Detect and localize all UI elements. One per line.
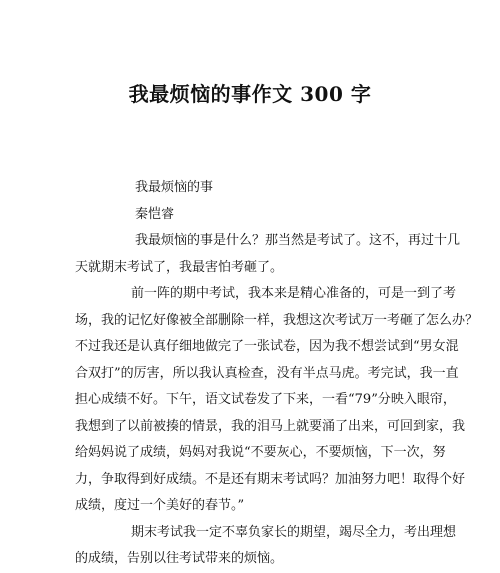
paragraph-line: 期末考试我一定不辜负家长的期望，竭尽全力，考出理想 bbox=[131, 524, 457, 540]
document-title: 我最烦恼的事作文 300 字 bbox=[128, 82, 372, 106]
paragraph-line: 担心成绩不好。下午，语文试卷发了下来，一看“79”分映入眼帘， bbox=[75, 392, 456, 407]
essay-author: 秦恺睿 bbox=[135, 206, 175, 222]
paragraph-line: 前一阵的期中考试，我本来是精心准备的，可是一到了考 bbox=[131, 286, 457, 301]
paragraph-line: 场，我的记忆好像被全部删除一样，我想这次考试万一考砸了怎么办？ bbox=[75, 312, 479, 328]
paragraph-line: 的成绩，告别以往考试带来的烦恼。 bbox=[75, 551, 284, 566]
paragraph-line: 给妈妈说了成绩，妈妈对我说“不要灰心，不要烦恼，下一次，努 bbox=[75, 445, 446, 460]
paragraph-line: 不过我还是认真仔细地做完了一张试卷，因为我不想尝试到“男女混 bbox=[75, 339, 459, 354]
essay-title: 我最烦恼的事 bbox=[135, 180, 214, 195]
paragraph-line: 成绩，度过一个美好的春节。” bbox=[75, 498, 245, 513]
paragraph-line: 我想到了以前被揍的情景，我的泪马上就要涌了出来，可回到家，我 bbox=[75, 418, 466, 434]
essay-body bbox=[75, 175, 479, 573]
paragraph-line: 合双打”的厉害，所以我认真检查，没有半点马虎。考完试，我一直 bbox=[75, 365, 459, 381]
paragraph-line: 天就期末考试了，我最害怕考砸了。 bbox=[75, 259, 284, 275]
paragraph-line: 我最烦恼的事是什么？那当然是考试了。这不，再过十几 bbox=[135, 233, 461, 248]
paragraph-line: 力，争取得到好成绩。不是还有期末考试吗？加油努力吧！取得个好 bbox=[75, 471, 466, 487]
